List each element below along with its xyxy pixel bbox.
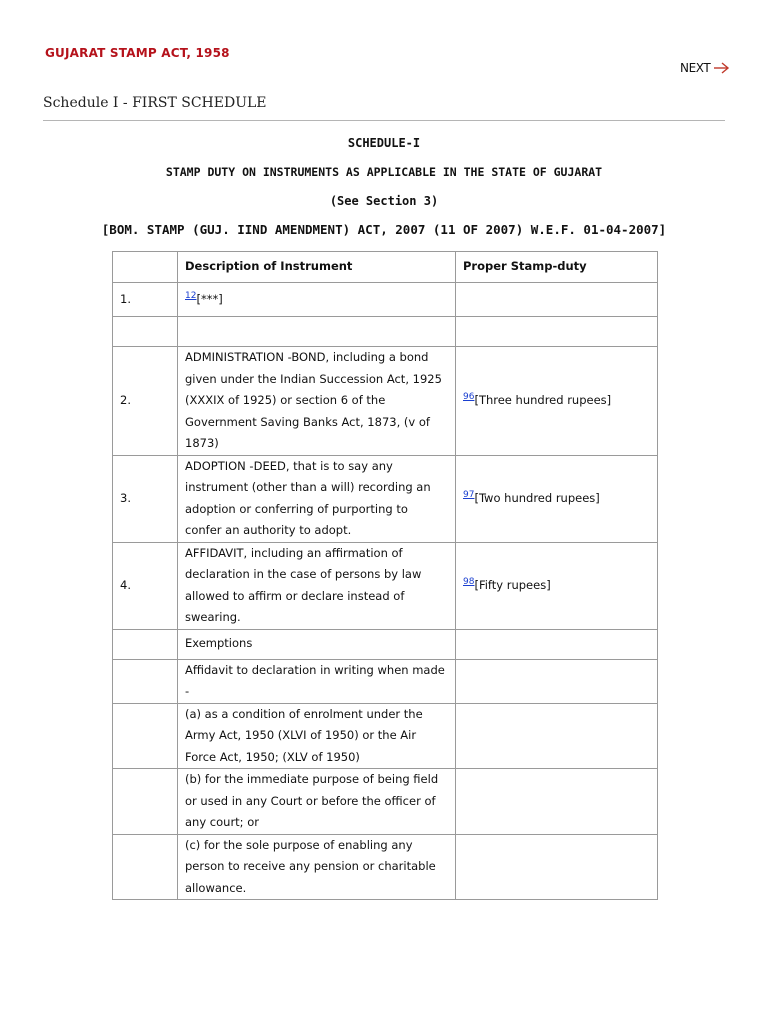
row-number: 4. — [113, 542, 178, 629]
description-text: [***] — [196, 291, 223, 306]
row-number: 1. — [113, 283, 178, 317]
row-stamp-duty — [456, 283, 658, 317]
header-cell-stamp-duty: Proper Stamp-duty — [456, 252, 658, 283]
row-stamp-duty — [456, 659, 658, 703]
row-stamp-duty — [456, 834, 658, 900]
row-number — [113, 703, 178, 769]
footnote-link[interactable]: 12 — [185, 290, 197, 301]
act-title[interactable]: GUJARAT STAMP ACT, 1958 — [45, 46, 230, 60]
schedule-table — [112, 251, 658, 900]
table-row — [113, 834, 658, 900]
table-header-row — [113, 252, 658, 283]
arrow-right-icon — [713, 62, 730, 74]
row-number — [113, 629, 178, 659]
footnote-link[interactable]: 98 — [463, 576, 475, 587]
row-description: Exemptions — [178, 629, 456, 659]
stamp-duty-text: [Two hundred rupees] — [474, 490, 600, 505]
intro-amendment: [BOM. STAMP (GUJ. IIND AMENDMENT) ACT, 2007 (11 OF 2007) W.E.F. 01-04-2007] — [101, 222, 667, 237]
intro-schedule: SCHEDULE-I — [347, 136, 421, 150]
row-number: 2. — [113, 347, 178, 456]
table-row — [113, 629, 658, 659]
row-description: (c) for the sole purpose of enabling any person to receive any pension or charitable allowance. — [178, 834, 456, 900]
row-description — [178, 283, 456, 317]
table-row — [113, 659, 658, 703]
row-number — [113, 317, 178, 347]
footnote-link[interactable]: 97 — [463, 489, 475, 500]
row-stamp-duty — [456, 769, 658, 835]
stamp-duty-text: [Fifty rupees] — [474, 577, 551, 592]
row-description — [178, 317, 456, 347]
row-stamp-duty — [456, 455, 658, 542]
row-stamp-duty — [456, 317, 658, 347]
row-stamp-duty — [456, 703, 658, 769]
table-row — [113, 347, 658, 456]
row-description: AFFIDAVIT, including an affirmation of declaration in the case of persons by law allowed to affirm or declare instead of swearing. — [178, 542, 456, 629]
footnote-link[interactable]: 96 — [463, 392, 475, 403]
table-row — [113, 317, 658, 347]
header-divider — [43, 120, 725, 121]
row-stamp-duty — [456, 629, 658, 659]
row-stamp-duty — [456, 347, 658, 456]
schedule-heading: Schedule I - FIRST SCHEDULE — [43, 95, 267, 111]
row-stamp-duty — [456, 542, 658, 629]
row-number — [113, 769, 178, 835]
row-description: (a) as a condition of enrolment under the Army Act, 1950 (XLVI of 1950) or the Air Force Act, 1950; (XLV of 1950) — [178, 703, 456, 769]
intro-section-ref: (See Section 3) — [329, 194, 439, 208]
table-row — [113, 455, 658, 542]
stamp-duty-text: [Three hundred rupees] — [474, 393, 612, 407]
header-cell-number — [113, 252, 178, 283]
row-description: ADMINISTRATION -BOND, including a bond given under the Indian Succession Act, 1925 (XXXIX of 1925) or section 6 of the Government Saving Banks Act, 1873, (v of 1873) — [178, 347, 456, 456]
next-label: NEXT — [680, 61, 711, 75]
table-row — [113, 769, 658, 835]
row-description: ADOPTION -DEED, that is to say any instrument (other than a will) recording an adoption or conferring of purporting to confer an authority to adopt. — [178, 455, 456, 542]
row-number — [113, 659, 178, 703]
row-number: 3. — [113, 455, 178, 542]
table-row — [113, 283, 658, 317]
row-description: (b) for the immediate purpose of being field or used in any Court or before the officer of any court; or — [178, 769, 456, 835]
table-row — [113, 703, 658, 769]
header-cell-description: Description of Instrument — [178, 252, 456, 283]
next-link[interactable] — [680, 61, 730, 75]
intro-subtitle: STAMP DUTY ON INSTRUMENTS AS APPLICABLE IN THE STATE OF GUJARAT — [165, 165, 603, 179]
row-number — [113, 834, 178, 900]
table-row — [113, 542, 658, 629]
row-description: Affidavit to declaration in writing when made - — [178, 659, 456, 703]
